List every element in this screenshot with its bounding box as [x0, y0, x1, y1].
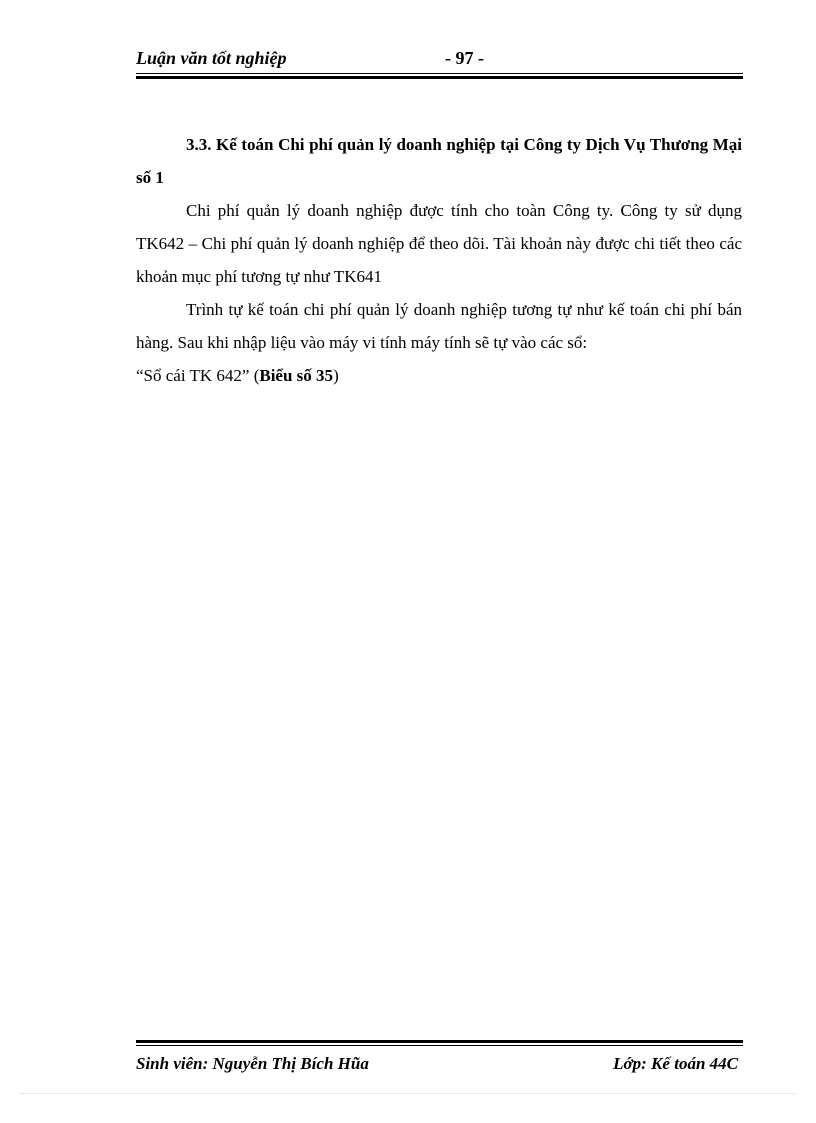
- header-rule-thick: [136, 76, 743, 79]
- page-header: [136, 48, 743, 70]
- footer-student: Sinh viên: Nguyễn Thị Bích Hũa: [136, 1054, 369, 1073]
- ledger-ref-suffix: ): [333, 366, 339, 385]
- footer-class: Lớp: Kế toán 44C: [613, 1054, 738, 1073]
- header-title: Luận văn tốt nghiệp: [136, 48, 287, 68]
- body-paragraph-1: Chi phí quản lý doanh nghiệp được tính cho toàn Công ty. Công ty sử dụng TK642 – Chi phí quản lý doanh nghiệp để theo dõi. Tài khoản này được chi tiết theo các khoản mục phí tương tự như TK641: [136, 201, 742, 286]
- section-heading: 3.3. Kế toán Chi phí quản lý doanh nghiệp tại Công ty Dịch Vụ Thương Mại số 1: [136, 135, 742, 187]
- header-rule-thin: [136, 73, 743, 74]
- ledger-ref-prefix: “Sổ cái TK 642” (: [136, 366, 260, 385]
- page-edge-divider: [20, 1093, 796, 1094]
- ledger-ref-form: Biểu số 35: [259, 366, 334, 385]
- footer-rule-thick: [136, 1040, 743, 1043]
- footer-rule-thin: [136, 1045, 743, 1046]
- page-number: - 97 -: [445, 48, 484, 68]
- main-content: [136, 128, 742, 392]
- body-paragraph-2: Trình tự kế toán chi phí quản lý doanh nghiệp tương tự như kế toán chi phí bán hàng. Sau khi nhập liệu vào máy vi tính máy tính sẽ tự vào các sổ:: [136, 300, 742, 352]
- ledger-reference: [136, 359, 742, 392]
